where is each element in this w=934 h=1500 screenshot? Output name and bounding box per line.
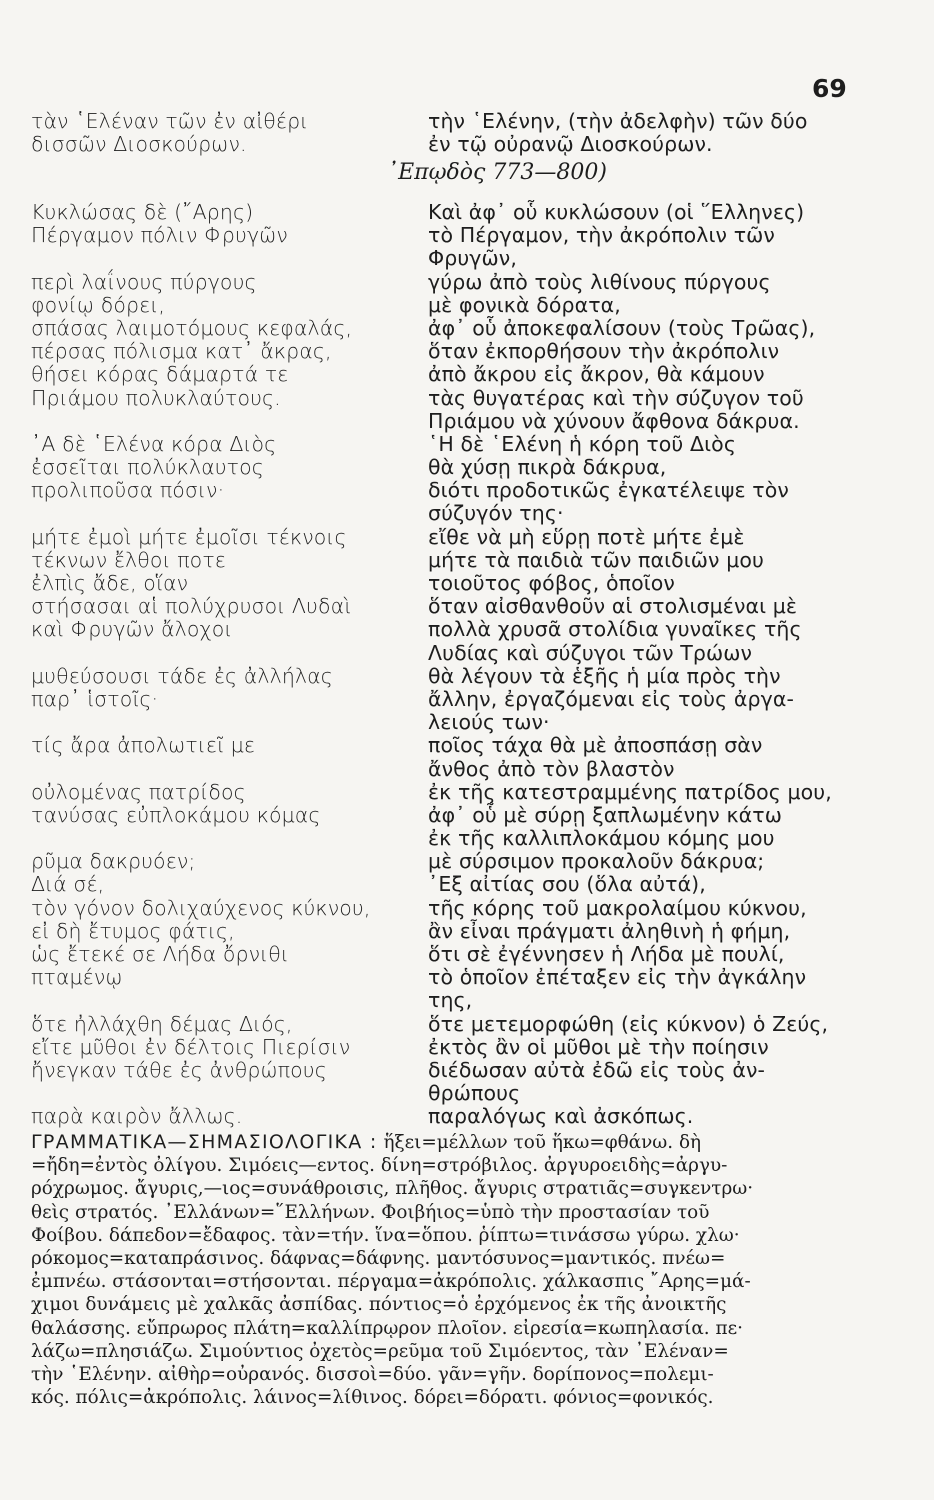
stanza-gap — [31, 827, 370, 850]
greek-verse-line: ἐλπὶς ἄδε, οἵαν — [31, 571, 189, 595]
greek-verse-line: ἤνεγκαν τάθε ἐς ἀνθρώπους — [31, 1057, 327, 1082]
greek-verse-line: ἐσσεῖται πολύκλαυτος — [31, 455, 264, 480]
stanza-gap — [31, 502, 370, 525]
translation-line: θὰ λέγουν τὰ ἑξῆς ἡ μία πρὸς τὴν — [428, 663, 781, 688]
greek-verse-line: προλιποῦσα πόσιν· — [31, 478, 225, 503]
translation-line: θὰ χύσῃ πικρὰ δάκρυα, — [428, 455, 667, 480]
greek-verse-line: πέρσας πόλισμα κατ᾿ ἄκρας, — [31, 339, 332, 364]
translation-line: γύρω ἀπὸ τοὺς λιθίνους πύργους — [428, 269, 771, 294]
translation-line: εἴθε νὰ μὴ εὕρῃ ποτὲ μήτε ἐμὲ — [428, 524, 745, 549]
greek-verse-line: Διά σέ, — [31, 872, 105, 897]
greek-verse-line: ὅτε ἠλλάχθη δέμας Διός, — [31, 1011, 293, 1036]
glossary-line: ρόχρωμος. ἄγυρις,—ιος=συνάθροισις, πλῆθος. ἄγυρις στρατιᾶς=συγκεντρω· — [31, 1178, 754, 1200]
translation-line: πολλὰ χρυσᾶ στολίδια γυναῖκες τῆς — [428, 617, 802, 642]
translation-line: παραλόγως καὶ ἀσκόπως. — [428, 1104, 694, 1129]
greek-verse-line: Πριάμου πολυκλαύτους. — [31, 385, 281, 410]
translation-line: μήτε τὰ παιδιὰ τῶν παιδιῶν μου — [428, 547, 764, 572]
greek-verse-line: εἰ δὴ ἔτυμος φάτις, — [31, 918, 235, 943]
greek-verse-line: θήσει κόρας δάμαρτά τε — [31, 362, 289, 387]
greek-verse-line: ᾿Α δὲ ῾Ελένα κόρα Διὸς — [31, 431, 277, 456]
greek-verse-line: τὸν γόνον δολιχαύχενος κύκνου, — [31, 895, 371, 920]
translation-line: ποῖος τάχα θὰ μὲ ἀποσπάσῃ σὰν — [428, 733, 763, 758]
translation-line: λειούς των· — [428, 710, 550, 735]
glossary-line: θεὶς στρατός. ᾿Ελλάνων=῞Ελλήνων. Φοιβήιος=ὑπὸ τὴν προστασίαν τοῦ — [31, 1201, 710, 1223]
greek-verse-line: ρῦμα δακρυόεν; — [31, 849, 196, 874]
greek-verse-line: Πέργαμον πόλιν Φρυγῶν — [31, 223, 288, 248]
glossary-line: χιμοι δυνάμεις μὲ χαλκᾶς ἀσπίδας. πόντιος=ὁ ἐρχόμενος ἐκ τῆς ἀνοικτῆς — [31, 1294, 727, 1316]
greek-verse-line: Κυκλώσας δὲ (῎Αρης) — [31, 200, 254, 224]
greek-original-column — [31, 201, 370, 1129]
glossary-line: =ἤδη=ἐντὸς ὀλίγου. Σιμόεις—εντος. δίνη=στρόβιλος. ἀργυροειδὴς=ἀργυ- — [31, 1155, 728, 1177]
translation-line: ῾Η δὲ ῾Ελένη ἡ κόρη τοῦ Διὸς — [428, 431, 736, 456]
stanza-gap — [31, 989, 370, 1012]
intro-translation-line: ἐν τῷ οὐρανῷ Διοσκούρων. — [428, 132, 713, 157]
greek-verse-line: τέκνων ἔλθοι ποτε — [31, 547, 226, 572]
translation-line: ἀφ᾿ οὗ ἀποκεφαλίσουν (τοὺς Τρῶας), — [428, 315, 816, 340]
glossary-line: θαλάσσης. εὔπρωρος πλάτη=καλλίπρῳρον πλοῖον. εἰρεσία=κωπηλασία. πε· — [31, 1317, 743, 1339]
greek-verse-line: πταμένῳ — [31, 965, 123, 990]
greek-verse-line: οὐλομένας πατρίδος — [31, 779, 246, 804]
glossary-line: Φοίβου. δάπεδον=ἔδαφος. τὰν=τήν. ἵνα=ὅπου. ῥίπτω=τινάσσω γύρω. χλω· — [31, 1224, 740, 1246]
greek-verse-line: σπάσας λαιμοτόμους κεφαλάς, — [31, 315, 353, 340]
greek-verse-line: τίς ἄρα ἀπολωτιεῖ με — [31, 733, 256, 758]
intro-greek-line: τὰν ῾Ελέναν τῶν ἐν αἰθέρι — [31, 109, 309, 133]
translation-line: τὸ Πέργαμον, τὴν ἀκρόπολιν τῶν — [428, 223, 775, 248]
translation-line: ὅτε μετεμορφώθη (εἰς κύκνον) ὁ Ζεύς, — [428, 1011, 829, 1036]
translation-line: ἂν εἶναι πράγματι ἀληθινὴ ἡ φήμη, — [428, 918, 791, 943]
translation-line: σύζυγόν της· — [428, 501, 564, 526]
translation-line: τὰς θυγατέρας καὶ τὴν σύζυγον τοῦ — [428, 385, 804, 410]
intro-translation — [428, 110, 848, 156]
greek-verse-line: περὶ λαΐνους πύργους — [31, 269, 257, 294]
glossary-line-text: ἥξει=μέλλων τοῦ ἥκω=φθάνω. δὴ — [383, 1132, 702, 1153]
greek-verse-line: τανύσας εὐπλοκάμου κόμας — [31, 802, 321, 827]
glossary-line — [31, 1131, 846, 1154]
glossary-line: τὴν ῾Ελένην. αἰθὴρ=οὐρανός. δισσοὶ=δύο. γᾶν=γῆν. δορίπονος=πολεμι- — [31, 1363, 714, 1385]
translation-line: διέδωσαν αὐτὰ ἐδῶ εἰς τοὺς ἀν- — [428, 1057, 766, 1082]
intro-translation-line: τὴν ῾Ελένην, (τὴν ἀδελφὴν) τῶν δύο — [428, 109, 808, 133]
translation-line: Πριάμου νὰ χύνουν ἄφθονα δάκρυα. — [428, 408, 800, 433]
translation-line: ἀπὸ ἄκρου εἰς ἄκρον, θὰ κάμουν — [428, 362, 765, 387]
translation-line: Λυδίας καὶ σύζυγοι τῶν Τρώων — [428, 640, 753, 665]
greek-verse-line: ὡς ἔτεκέ σε Λήδα ὄρνιθι — [31, 942, 289, 966]
translation-line: τὸ ὁποῖον ἐπέταξεν εἰς τὴν ἀγκάλην — [428, 965, 807, 990]
translation-line: ὅταν αἰσθανθοῦν αἱ στολισμέναι μὲ — [428, 594, 798, 619]
page-number: 69 — [812, 74, 847, 103]
intro-greek-text — [31, 110, 308, 156]
glossary-line: κός. πόλις=ἀκρόπολις. λάινος=λίθινος. δόρει=δόρατι. φόνιος=φονικός. — [31, 1387, 714, 1409]
translation-line: τῆς κόρης τοῦ μακρολαίμου κύκνου, — [428, 895, 807, 920]
glossary — [31, 1131, 846, 1409]
intro-greek-line: δισσῶν Διοσκούρων. — [31, 132, 247, 157]
greek-verse-line: φονίῳ δόρει, — [31, 292, 165, 317]
translation-line: ἐκ τῆς κατεστραμμένης πατρίδος μου, — [428, 779, 832, 804]
translation-line: Φρυγῶν, — [428, 246, 517, 271]
greek-verse-line: στήσασαι αἱ πολύχρυσοι Λυδαὶ — [31, 594, 352, 619]
stanza-gap — [31, 711, 370, 734]
translation-line: ἀφ᾿ οὗ μὲ σύρῃ ξαπλωμένην κάτω — [428, 802, 782, 827]
stanza-gap — [31, 642, 370, 665]
translation-line: ἐκ τῆς καλλιπλοκάμου κόμης μου — [428, 826, 775, 851]
stanza-gap — [31, 410, 370, 433]
translation-line: μὲ σύρσιμον προκαλοῦν δάκρυα; — [428, 849, 765, 874]
translation-line: ὅταν ἐκπορθήσουν τὴν ἀκρόπολιν — [428, 339, 780, 364]
greek-verse-line: καὶ Φρυγῶν ἄλοχοι — [31, 617, 233, 642]
glossary-line: λάζω=πλησιάζω. Σιμούντιος ὀχετὸς=ρεῦμα τοῦ Σιμόεντος, τὰν ᾿Ελέναν= — [31, 1340, 729, 1362]
glossary-line: ἐμπνέω. στάσονται=στήσονται. πέργαμα=ἀκρόπολις. χάλκασπις ῎Αρης=μά- — [31, 1271, 751, 1293]
translation-line: Καὶ ἀφ᾿ οὗ κυκλώσουν (οἱ ῞Ελληνες) — [428, 200, 805, 224]
section-heading: ᾿Επῳδὸς 773—800) — [387, 160, 607, 185]
translation-line: ἄλλην, ἐργαζόμεναι εἰς τοὺς ἀργα- — [428, 686, 794, 711]
greek-verse-line: εἴτε μῦθοι ἐν δέλτοις Πιερίσιν — [31, 1034, 351, 1059]
translation-line: ἐκτὸς ἂν οἱ μῦθοι μὲ τὴν ποίησιν — [428, 1034, 769, 1059]
greek-verse-line: παρὰ καιρὸν ἄλλως. — [31, 1104, 243, 1129]
translation-line: ὅτι σὲ ἐγέννησεν ἡ Λήδα μὲ πουλί, — [428, 942, 785, 966]
greek-verse-line: μήτε ἐμοὶ μήτε ἐμοῖσι τέκνοις — [31, 524, 347, 549]
greek-verse-line: παρ᾿ ἱστοῖς· — [31, 686, 159, 711]
translation-line: μὲ φονικὰ δόρατα, — [428, 292, 621, 317]
translation-line: διότι προδοτικῶς ἐγκατέλειψε τὸν — [428, 478, 789, 503]
stanza-gap — [31, 1082, 370, 1105]
translation-line: της, — [428, 988, 473, 1013]
glossary-line: ρόκομος=καταπράσινος. δάφνας=δάφνης. μαντόσυνος=μαντικός. πνέω= — [31, 1247, 726, 1269]
stanza-gap — [31, 247, 370, 270]
stanza-gap — [31, 758, 370, 781]
glossary-title: ΓΡΑΜΜΑΤΙΚΑ—ΣΗΜΑΣΙΟΛΟΓΙΚΑ : — [31, 1131, 378, 1153]
greek-verse-line: μυθεύσουσι τάδε ἐς ἀλλήλας — [31, 663, 333, 688]
modern-greek-translation-column — [428, 201, 848, 1129]
translation-line: ᾿Εξ αἰτίας σου (ὅλα αὐτά), — [428, 872, 706, 897]
translation-line: τοιοῦτος φόβος, ὁποῖον — [428, 571, 675, 595]
translation-line: ἄνθος ἀπὸ τὸν βλαστὸν — [428, 756, 675, 781]
translation-line: θρώπους — [428, 1081, 521, 1106]
